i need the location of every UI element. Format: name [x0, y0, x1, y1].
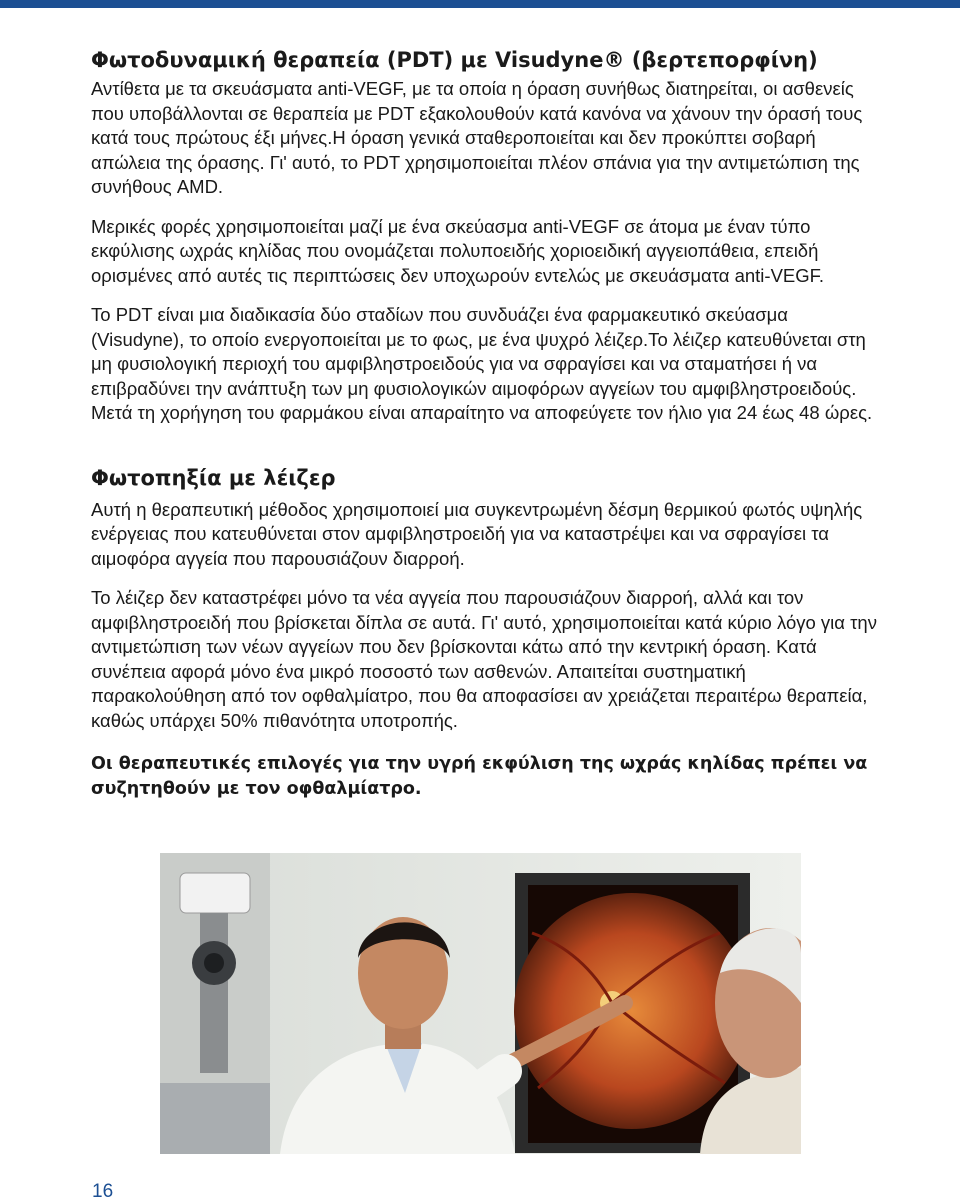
- eye-exam-equipment-icon: [160, 853, 270, 1154]
- paragraph: Το λέιζερ δεν καταστρέφει μόνο τα νέα αγγεία που παρουσιάζουν διαρροή, αλλά και τον αμφιβληστροειδή που βρίσκεται δίπλα σε αυτά. Γι' αυτό, χρησιμοποιείται κατά κύριο λόγο για την αντιμετώπιση των νέων αγγείων που δεν βρίσκονται κάτω από την κεντρική όραση. Κατά συνέπεια αφορά μόνο ένα μικρό ποσοστό των ασθενών. Απαιτείται συστηματική παρακολούθηση από τον οφθαλμίατρο, που θα αποφασίσει αν χρειάζεται περαιτέρω θεραπεία, καθώς υπάρχει 50% πιθανότητα υποτροπής.: [91, 587, 877, 731]
- paragraph: Αυτή η θεραπευτική μέθοδος χρησιμοποιεί μια συγκεντρωμένη δέσμη θερμικού φωτός υψηλής ενέργειας που κατευθύνεται στον αμφιβληστροειδή για να καταστρέψει και να σφραγίσει τα αιμοφόρα αγγεία που παρουσιάζουν διαρροή.: [91, 498, 863, 569]
- page-number: 16: [92, 1181, 114, 1202]
- paragraph: Μερικές φορές χρησιμοποιείται μαζί με ένα σκεύασμα anti-VEGF σε άτομα με έναν τύπο εκφύλισης ωχράς κηλίδας που ονομάζεται πολυποειδής χοριοειδική αγγειοπάθεια, επειδή ορισμένες από αυτές τις περιπτώσεις δεν υποχωρούν εντελώς με σκευάσματα anti-VEGF.: [91, 215, 825, 286]
- paragraph: Αντίθετα με τα σκευάσματα anti-VEGF, με τα οποία η όραση συνήθως διατηρείται, οι ασθενείς που υποβάλλονται σε θεραπεία με PDT εξακολουθούν κατά κανόνα να χάνουν την όρασή τους κατά τους πρώτους έξι μήνες.Η όραση γενικά σταθεροποιείται και δεν προκύπτει σοβαρή απώλεια της όρασης. Γι' αυτό, το PDT χρησιμοποιείται πλέον σπάνια για την αντιμετώπιση της συνήθους AMD.: [91, 78, 863, 197]
- section-heading-laser: Φωτοπηξία με λέιζερ: [91, 465, 336, 490]
- section-heading-pdt: Φωτοδυναμική θεραπεία (PDT) με Visudyne® (βερτεπορφίνη): [91, 48, 818, 72]
- doctor-patient-photo: [160, 853, 801, 1154]
- paragraph: Το PDT είναι μια διαδικασία δύο σταδίων που συνδυάζει ένα φαρμακευτικό σκεύασμα (Visudyne), το οποίο ενεργοποιείται με το φως, με ένα ψυχρό λέιζερ.Το λέιζερ κατευθύνεται στη μη φυσιολογική περιοχή του αμφιβληστροειδούς για να σφραγίσει και να σταματήσει ή να επιβραδύνει την ανάπτυξη των μη φυσιολογικών αιμοφόρων αγγείων του αμφιβληστροειδούς. Μετά τη χορήγηση του φαρμάκου είναι απαραίτητο να αποφεύγετε τον ήλιο για 24 έως 48 ώρες.: [91, 304, 873, 423]
- top-accent-bar: [0, 0, 960, 8]
- photo-illustration: [160, 853, 801, 1154]
- document-body: [91, 46, 881, 816]
- bold-note: Οι θεραπευτικές επιλογές για την υγρή εκφύλιση της ωχράς κηλίδας πρέπει να συζητηθούν με τον οφθαλμίατρο.: [91, 754, 868, 799]
